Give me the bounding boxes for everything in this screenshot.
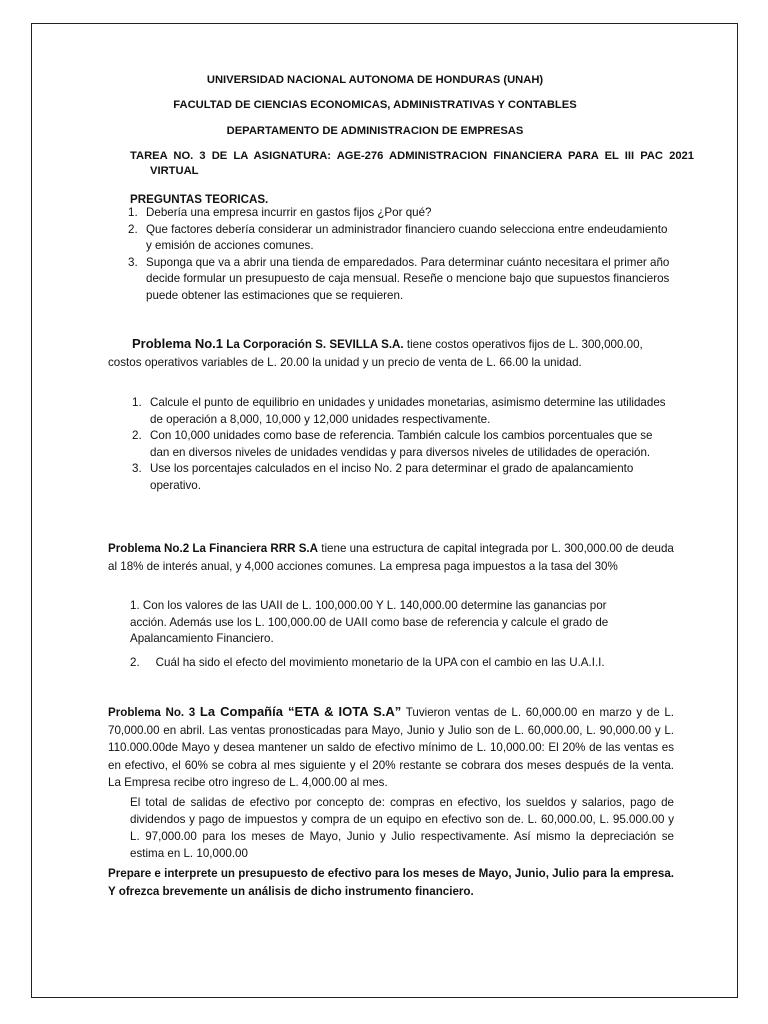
problem-2-label: Problema No.2 La Financiera RRR S.A (108, 542, 319, 555)
problem-3-statement: Problema No. 3 La Compañía “ETA & IOTA S.A” Tuvieron ventas de L. 60,000.00 en marzo y de L. 70,000.00 en abril. Las ventas pronosticadas para Mayo, Junio y Julio son de L. 60,000.00, L. 90,000.00 y L. 110.000.00de Mayo y desea mantener un saldo de efectivo mínimo de L. 10,000.00: El 20% de las ventas es en efectivo, el 60% se cobra al mes siguiente y el 20% restante se cobrara dos meses después de la venta. La Empresa recibe otro ingreso de L. 4,000.00 al mes. (108, 704, 674, 789)
theory-section-title: PREGUNTAS TEORICAS. (130, 193, 269, 206)
problem-1-question: 3. Use los porcentajes calculados en el inciso No. 2 para determinar el grado de apalancamiento operativo. (132, 462, 634, 492)
theory-question: 2. Que factores debería considerar un administrador financiero cuando selecciona entre endeudamiento y emisión de acciones comunes. (128, 222, 668, 252)
problem-2-question-2: 2. Cuál ha sido el efecto del movimiento monetario de la UPA con el cambio en las U.A.I.I. (130, 656, 605, 669)
department-title: DEPARTAMENTO DE ADMINISTRACION DE EMPRESAS (226, 125, 524, 137)
assignment-title: TAREA NO. 3 DE LA ASIGNATURA: AGE-276 ADMINISTRACION FINANCIERA PARA EL III PAC 2021 VIRTUAL (130, 150, 694, 177)
problem-1-label: Problema No.1 (132, 336, 224, 351)
university-title: UNIVERSIDAD NACIONAL AUTONOMA DE HONDURAS (UNAH) (206, 74, 544, 86)
problem-3-company: La Compañía “ETA & IOTA S.A” (199, 704, 402, 719)
theory-question: 1. Debería una empresa incurrir en gastos fijos ¿Por qué? (128, 206, 432, 219)
problem-1-question: 2. Con 10,000 unidades como base de referencia. También calcule los cambios porcentuales que se dan en diversos niveles de unidades vendidas y para diversos niveles de utilidades de operación. (132, 429, 653, 459)
problem-1-question: 1. Calcule el punto de equilibrio en unidades y unidades monetarias, asimismo determine las utilidades de operación a 8,000, 10,000 y 12,000 unidades respectivamente. (132, 396, 666, 426)
faculty-title: FACULTAD DE CIENCIAS ECONOMICAS, ADMINISTRATIVAS Y CONTABLES (173, 99, 577, 111)
problem-1-statement: Problema No.1 La Corporación S. SEVILLA S.A. tiene costos operativos fijos de L. 300,000.00, costos operativos variables de L. 20.00 la unidad y un precio de venta de L. 66.00 la unidad. (108, 336, 643, 369)
theory-question: 3. Suponga que va a abrir una tienda de emparedados. Para determinar cuánto necesitara el primer año decide formular un presupuesto de caja mensual. Reseñe o mencione bajo que supuestos financieros puede obtener las estimaciones que se requieren. (128, 255, 670, 302)
problem-3-instruction: Prepare e interprete un presupuesto de efectivo para los meses de Mayo, Junio, Julio para la empresa. Y ofrezca brevemente un análisis de dicho instrumento financiero. (108, 867, 674, 898)
problem-1-questions (128, 395, 674, 494)
problem-3-label: Problema No. 3 (108, 706, 196, 719)
problem-2-statement: Problema No.2 La Financiera RRR S.A tiene una estructura de capital integrada por L. 300,000.00 de deuda al 18% de interés anual, y 4,000 acciones comunes. La empresa paga impuestos a la tasa del 30% (108, 542, 674, 573)
theory-questions-list (124, 205, 674, 304)
problem-3-outflows: El total de salidas de efectivo por concepto de: compras en efectivo, los sueldos y salarios, pago de dividendos y pago de impuestos y compra de un equipo en efectivo son de. L. 60,000.00, L. 95.000.00 y L. 97,000.00 para los meses de Mayo, Junio y Julio respectivamente. Así mismo la depreciación se estima en L. 10,000.00 (130, 796, 674, 860)
problem-1-company: La Corporación S. SEVILLA S.A. (226, 338, 404, 351)
problem-2-question-1: 1. Con los valores de las UAII de L. 100,000.00 Y L. 140,000.00 determine las ganancias por acción. Además use los L. 100,000.00 de UAII como base de referencia y calcule el grado de Apalancamiento Financiero. (130, 599, 609, 645)
